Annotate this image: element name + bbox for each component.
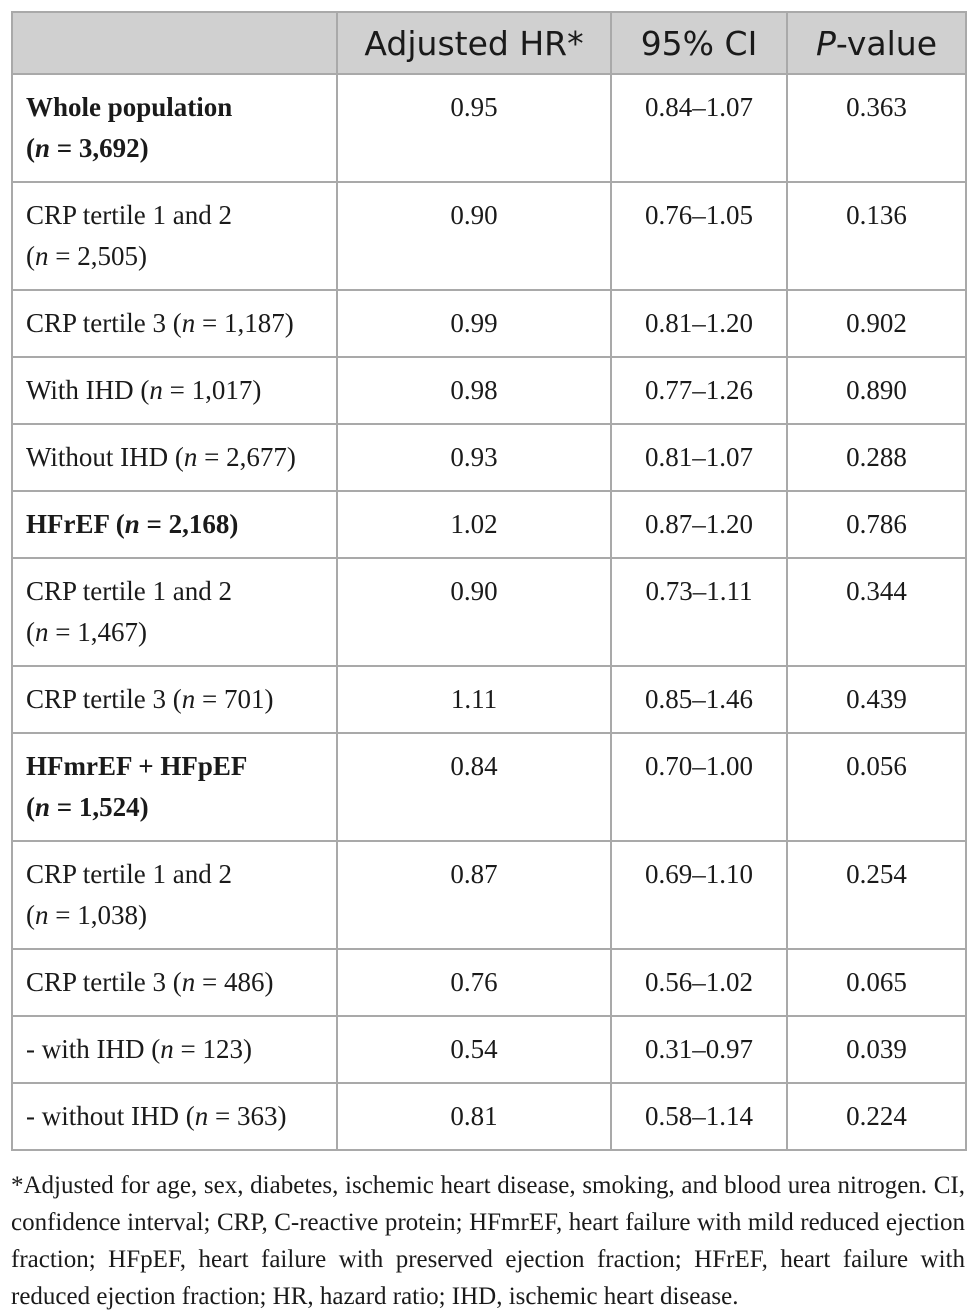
row-adjusted-hr: 0.54 — [337, 1016, 611, 1083]
row-95-ci: 0.84–1.07 — [611, 74, 787, 182]
table-row — [12, 841, 966, 949]
n-symbol: n — [181, 308, 196, 338]
row-n-value: 2,505 — [77, 241, 138, 271]
row-label-text: Without IHD — [26, 442, 169, 472]
row-p-value: 0.288 — [787, 424, 966, 491]
row-adjusted-hr: 0.90 — [337, 182, 611, 290]
header-95-ci: 95% CI — [611, 12, 787, 74]
row-label: - without IHD (n = 363) — [12, 1083, 337, 1150]
row-p-value: 0.786 — [787, 491, 966, 558]
row-p-value: 0.902 — [787, 290, 966, 357]
row-label-text: CRP tertile 1 and 2 — [26, 200, 232, 230]
row-label-text: - with IHD — [26, 1034, 145, 1064]
row-95-ci: 0.70–1.00 — [611, 733, 787, 841]
n-symbol: n — [35, 133, 51, 163]
row-95-ci: 0.56–1.02 — [611, 949, 787, 1016]
table-row — [12, 491, 966, 558]
row-n-value: 2,168 — [168, 509, 230, 539]
n-symbol: n — [35, 241, 49, 271]
row-adjusted-hr: 1.11 — [337, 666, 611, 733]
table-row — [12, 182, 966, 290]
row-adjusted-hr: 0.95 — [337, 74, 611, 182]
row-label: - with IHD (n = 123) — [12, 1016, 337, 1083]
row-n-value: 701 — [223, 684, 265, 714]
table-row — [12, 1016, 966, 1083]
row-n-value: 123 — [202, 1034, 243, 1064]
n-symbol: n — [35, 900, 49, 930]
row-label-text: HFmrEF + HFpEF — [26, 751, 248, 781]
header-adjusted-hr: Adjusted HR* — [337, 12, 611, 74]
row-95-ci: 0.81–1.07 — [611, 424, 787, 491]
row-95-ci: 0.77–1.26 — [611, 357, 787, 424]
row-adjusted-hr: 0.87 — [337, 841, 611, 949]
row-p-value: 0.039 — [787, 1016, 966, 1083]
table-row — [12, 733, 966, 841]
n-symbol: n — [181, 684, 196, 714]
row-95-ci: 0.31–0.97 — [611, 1016, 787, 1083]
row-adjusted-hr: 0.99 — [337, 290, 611, 357]
row-n-value: 1,187 — [223, 308, 285, 338]
row-adjusted-hr: 0.90 — [337, 558, 611, 666]
row-adjusted-hr: 1.02 — [337, 491, 611, 558]
row-adjusted-hr: 0.98 — [337, 357, 611, 424]
header-p-suffix: -value — [835, 23, 938, 63]
header-row — [12, 12, 966, 74]
table-row — [12, 666, 966, 733]
table-row — [12, 290, 966, 357]
row-95-ci: 0.73–1.11 — [611, 558, 787, 666]
row-n-value: 2,677 — [226, 442, 287, 472]
n-symbol: n — [183, 442, 198, 472]
row-95-ci: 0.81–1.20 — [611, 290, 787, 357]
table-body — [12, 74, 966, 1150]
row-label-text: CRP tertile 1 and 2 — [26, 576, 232, 606]
table-row — [12, 1083, 966, 1150]
row-95-ci: 0.69–1.10 — [611, 841, 787, 949]
row-n-value: 1,017 — [191, 375, 253, 405]
row-label-text: CRP tertile 1 and 2 — [26, 859, 232, 889]
row-p-value: 0.224 — [787, 1083, 966, 1150]
row-p-value: 0.254 — [787, 841, 966, 949]
row-p-value: 0.056 — [787, 733, 966, 841]
row-n-value: 3,692 — [78, 133, 140, 163]
row-n-value: 363 — [236, 1101, 278, 1131]
row-adjusted-hr: 0.76 — [337, 949, 611, 1016]
row-p-value: 0.344 — [787, 558, 966, 666]
row-label-text: CRP tertile 3 — [26, 967, 166, 997]
row-label: HFmrEF + HFpEF (n = 1,524) — [12, 733, 337, 841]
table-row — [12, 949, 966, 1016]
row-label-text: HFrEF — [26, 509, 109, 539]
n-symbol: n — [35, 617, 49, 647]
row-p-value: 0.065 — [787, 949, 966, 1016]
row-label: Without IHD (n = 2,677) — [12, 424, 337, 491]
row-label: CRP tertile 1 and 2 (n = 1,467) — [12, 558, 337, 666]
row-label: CRP tertile 1 and 2 (n = 1,038) — [12, 841, 337, 949]
row-95-ci: 0.85–1.46 — [611, 666, 787, 733]
table-container — [11, 11, 965, 1315]
row-adjusted-hr: 0.81 — [337, 1083, 611, 1150]
row-label: With IHD (n = 1,017) — [12, 357, 337, 424]
row-adjusted-hr: 0.84 — [337, 733, 611, 841]
n-symbol: n — [194, 1101, 209, 1131]
row-label: CRP tertile 1 and 2 (n = 2,505) — [12, 182, 337, 290]
row-p-value: 0.439 — [787, 666, 966, 733]
n-symbol: n — [149, 375, 163, 405]
row-label: CRP tertile 3 (n = 1,187) — [12, 290, 337, 357]
hazard-ratio-table — [11, 11, 967, 1151]
header-p-italic: P — [815, 23, 836, 63]
table-row — [12, 357, 966, 424]
table-footnote: *Adjusted for age, sex, diabetes, ischemic heart disease, smoking, and blood urea nitrogen. CI, confidence interval; CRP, C-reactive protein; HFmrEF, heart failure with mild reduced ejection fraction; HFpEF, heart failure with preserved ejection fraction; HFrEF, heart failure with reduced ejection fraction; HR, hazard ratio; IHD, ischemic heart disease. — [11, 1172, 965, 1310]
row-p-value: 0.363 — [787, 74, 966, 182]
table-row — [12, 74, 966, 182]
table-row — [12, 424, 966, 491]
n-symbol: n — [35, 792, 51, 822]
row-n-value: 1,524 — [78, 792, 140, 822]
row-label-text: With IHD — [26, 375, 134, 405]
row-label-text: Whole population — [26, 92, 233, 122]
row-n-value: 1,467 — [77, 617, 138, 647]
row-95-ci: 0.76–1.05 — [611, 182, 787, 290]
n-symbol: n — [124, 509, 140, 539]
row-p-value: 0.890 — [787, 357, 966, 424]
row-label-text: CRP tertile 3 — [26, 684, 166, 714]
n-symbol: n — [160, 1034, 174, 1064]
table-row — [12, 558, 966, 666]
row-n-value: 1,038 — [77, 900, 138, 930]
n-symbol: n — [181, 967, 196, 997]
row-label-text: CRP tertile 3 — [26, 308, 166, 338]
header-p-value — [787, 12, 966, 74]
row-label: CRP tertile 3 (n = 486) — [12, 949, 337, 1016]
row-label: Whole population (n = 3,692) — [12, 74, 337, 182]
row-label: CRP tertile 3 (n = 701) — [12, 666, 337, 733]
row-label: HFrEF (n = 2,168) — [12, 491, 337, 558]
row-n-value: 486 — [223, 967, 265, 997]
row-label-text: - without IHD — [26, 1101, 179, 1131]
header-blank-cell — [12, 12, 337, 74]
row-95-ci: 0.58–1.14 — [611, 1083, 787, 1150]
row-95-ci: 0.87–1.20 — [611, 491, 787, 558]
row-p-value: 0.136 — [787, 182, 966, 290]
row-adjusted-hr: 0.93 — [337, 424, 611, 491]
